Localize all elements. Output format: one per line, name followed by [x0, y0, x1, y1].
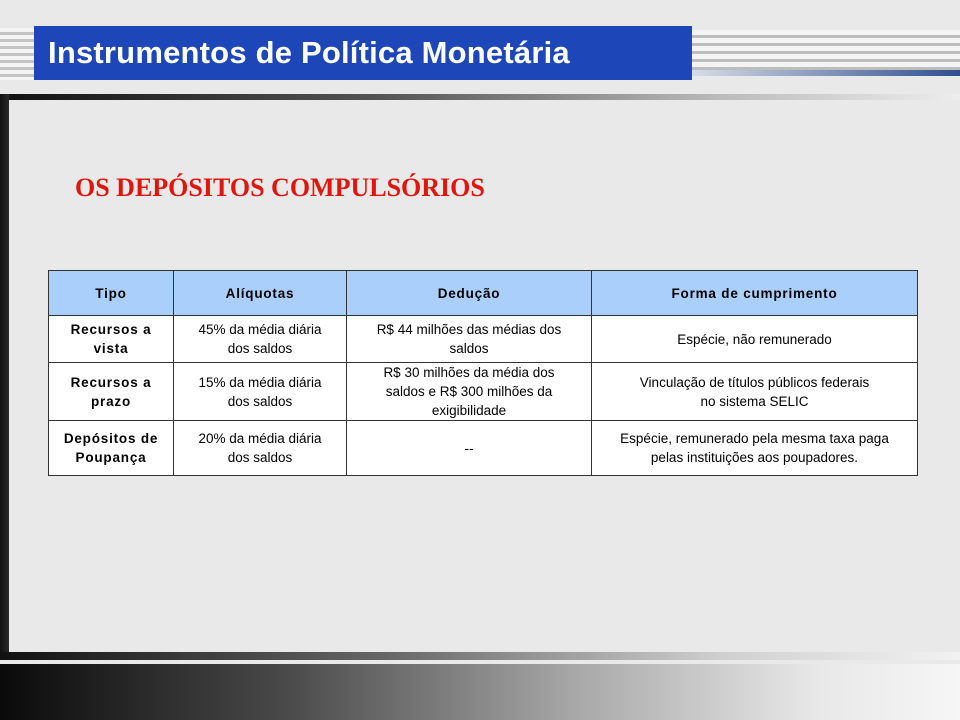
cell-line: Depósitos de	[63, 431, 159, 446]
cell-line: Poupança	[75, 450, 147, 465]
cell-tipo	[49, 316, 174, 363]
page-title: Instrumentos de Política Monetária	[48, 35, 570, 70]
cell-aliquotas	[174, 316, 347, 363]
header-deducao: Dedução	[347, 271, 592, 316]
cell-deducao	[347, 316, 592, 363]
cell-line: Vinculação de títulos públicos federais	[639, 374, 870, 390]
cell-line: Espécie, remunerado pela mesma taxa paga	[620, 431, 889, 446]
cell-deducao	[347, 363, 592, 421]
cell-line: 15% da média diária	[198, 374, 322, 390]
cell-line: saldos	[449, 341, 489, 356]
table-row	[49, 421, 918, 476]
title-banner	[34, 26, 692, 80]
cell-line: 45% da média diária	[198, 322, 322, 337]
cell-line: no sistema SELIC	[700, 393, 809, 409]
header-stripes-right	[690, 30, 960, 76]
cell-line: exigibilidade	[431, 403, 507, 418]
frame-top-border	[0, 94, 960, 100]
cell-line: dos saldos	[227, 450, 293, 465]
cell-aliquotas	[174, 363, 347, 421]
cell-line: 20% da média diária	[198, 431, 322, 446]
table-row	[49, 316, 918, 363]
footer-gradient	[0, 664, 960, 720]
cell-line: dos saldos	[227, 393, 293, 409]
section-heading: OS DEPÓSITOS COMPULSÓRIOS	[75, 173, 485, 202]
frame-bottom-border	[0, 652, 960, 660]
cell-line: Recursos a	[70, 322, 152, 337]
cell-forma	[592, 316, 918, 363]
header-tipo: Tipo	[49, 271, 174, 316]
header-aliquotas: Alíquotas	[174, 271, 347, 316]
cell-line: pelas instituições aos poupadores.	[650, 450, 859, 465]
cell-line: R$ 44 milhões das médias dos	[376, 322, 562, 337]
table-header-row	[49, 271, 918, 316]
cell-forma	[592, 363, 918, 421]
cell-line: saldos e R$ 300 milhões da	[385, 384, 553, 399]
table-row	[49, 363, 918, 421]
cell-line: Recursos a	[70, 374, 152, 390]
cell-tipo	[49, 363, 174, 421]
cell-aliquotas	[174, 421, 347, 476]
cell-deducao	[347, 421, 592, 476]
cell-line: Espécie, não remunerado	[677, 331, 832, 347]
cell-tipo	[49, 421, 174, 476]
cell-line: prazo	[90, 393, 131, 409]
frame-left-border	[0, 94, 9, 658]
cell-line: --	[464, 440, 474, 456]
cell-forma	[592, 421, 918, 476]
cell-line: dos saldos	[227, 341, 293, 356]
header-forma: Forma de cumprimento	[592, 271, 918, 316]
cell-line: vista	[93, 341, 129, 356]
reserve-requirements-table	[48, 270, 918, 476]
cell-line: R$ 30 milhões da média dos	[383, 365, 555, 380]
